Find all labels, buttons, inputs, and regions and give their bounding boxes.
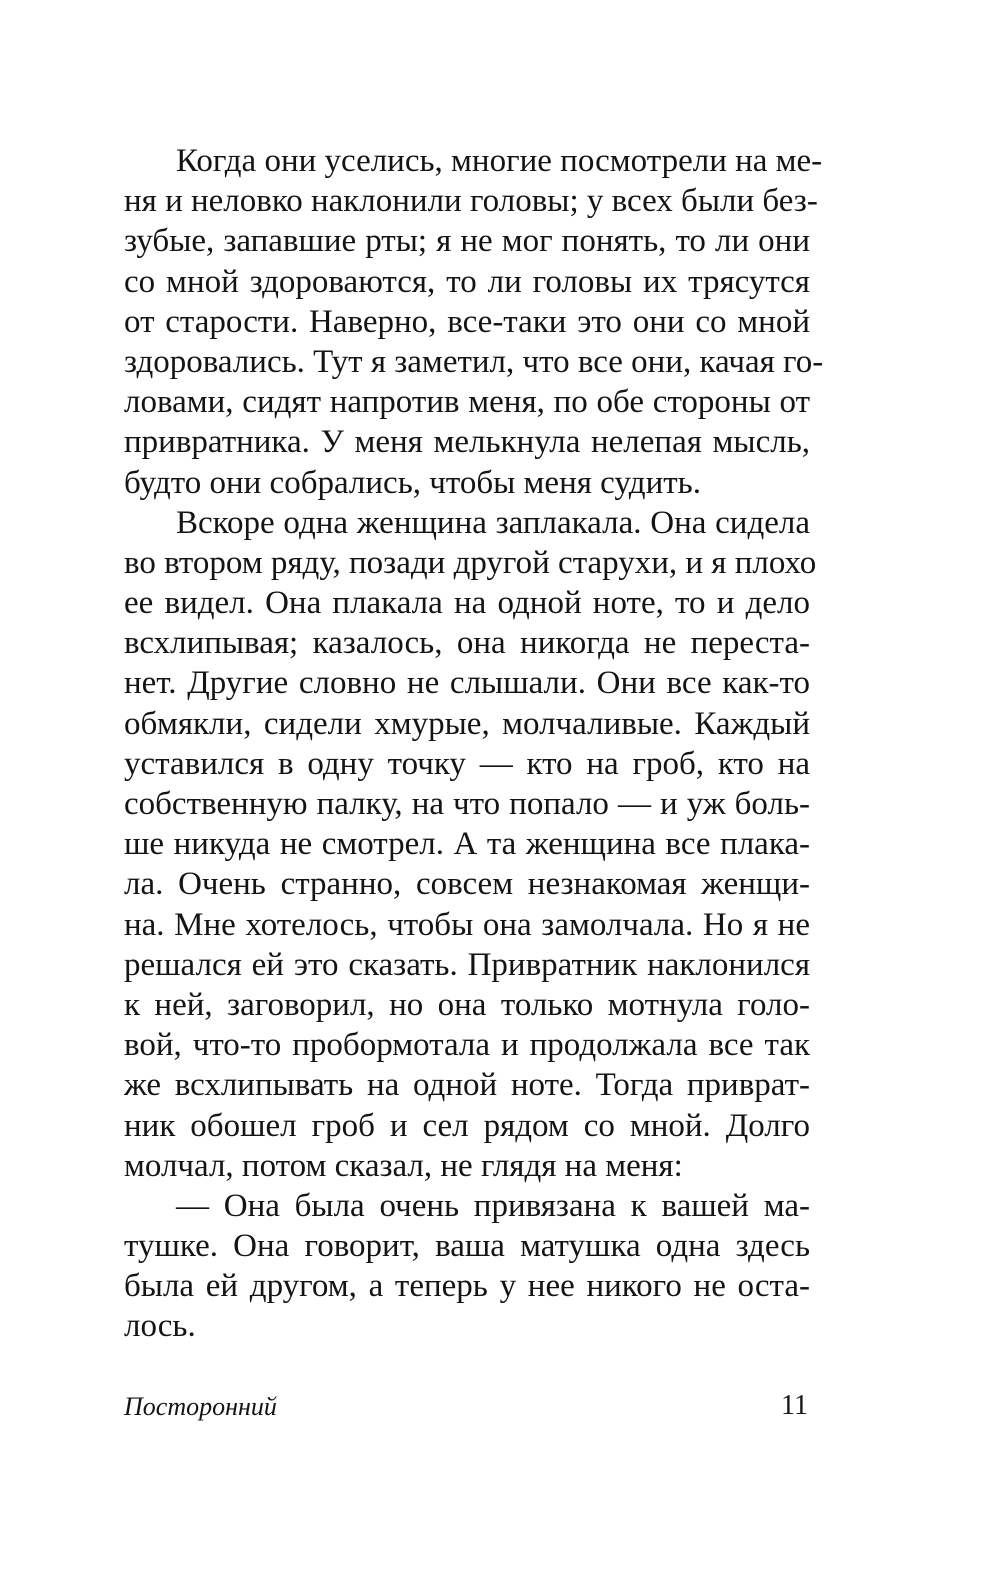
paragraph-3 [124, 1186, 810, 1347]
paragraph-1 [124, 141, 824, 503]
text-line: ловами, сидят напротив меня, по обе стороны от [124, 384, 810, 421]
paragraph-2 [124, 503, 817, 1186]
text-line: ник обошел гроб и сел рядом со мной. Долго [124, 1107, 810, 1144]
text-line: к ней, заговорил, но она только мотнула голо- [124, 986, 810, 1023]
text-line: нет. Другие словно не слышали. Они все как-то [124, 665, 810, 702]
text-line: во втором ряду, позади другой старухи, и я плохо [124, 544, 817, 581]
text-line: лось. [124, 1308, 196, 1345]
text-line: решался ей это сказать. Привратник наклонился [124, 946, 810, 983]
text-line: зубые, запавшие рты; я не мог понять, то ли они [124, 223, 810, 260]
text-line: Когда они уселись, многие посмотрели на ме- [176, 143, 823, 179]
text-line: Вскоре одна женщина заплакала. Она сидела [176, 504, 810, 541]
text-line: собственную палку, на что попало — и уж боль- [124, 786, 810, 822]
text-line: ня и неловко наклонили головы; у всех были без- [124, 183, 818, 220]
text-line: всхлипывая; казалось, она никогда не переста- [124, 625, 810, 662]
text-line: на. Мне хотелось, чтобы она замолчала. Но я не [124, 906, 810, 943]
text-line: молчал, потом сказал, не глядя на меня: [124, 1147, 683, 1184]
page-number: 11 [781, 1390, 808, 1421]
text-line: ее видел. Она плакала на одной ноте, то и дело [124, 585, 810, 622]
text-line: вой, что-то пробормотала и продолжала все так [124, 1027, 810, 1064]
text-line: была ей другом, а теперь у нее никого не оста- [124, 1268, 810, 1305]
running-footer-title: Посторонний [124, 1392, 277, 1421]
text-line: уставился в одну точку — кто на гроб, кто на [124, 745, 810, 782]
text-line: со мной здороваются, то ли головы их трясутся [124, 263, 810, 300]
text-line: тушке. Она говорит, ваша матушка одна здесь [124, 1228, 810, 1265]
text-line: же всхлипывать на одной ноте. Тогда приврат- [124, 1067, 810, 1104]
text-line: ше никуда не смотрел. А та женщина все плака- [124, 826, 810, 863]
text-line: обмякли, сидели хмурые, молчаливые. Каждый [124, 705, 810, 742]
text-line: привратника. У меня мелькнула нелепая мысль, [124, 424, 810, 461]
text-line: ла. Очень странно, совсем незнакомая женщи- [124, 866, 810, 903]
text-line: будто они собрались, чтобы меня судить. [124, 464, 701, 501]
text-line: — Она была очень привязана к вашей ма- [176, 1187, 810, 1224]
text-line: от старости. Наверно, все-таки это они со мной [124, 303, 810, 340]
body-text [124, 141, 824, 1347]
text-line: здоровались. Тут я заметил, что все они, качая го- [124, 343, 824, 380]
